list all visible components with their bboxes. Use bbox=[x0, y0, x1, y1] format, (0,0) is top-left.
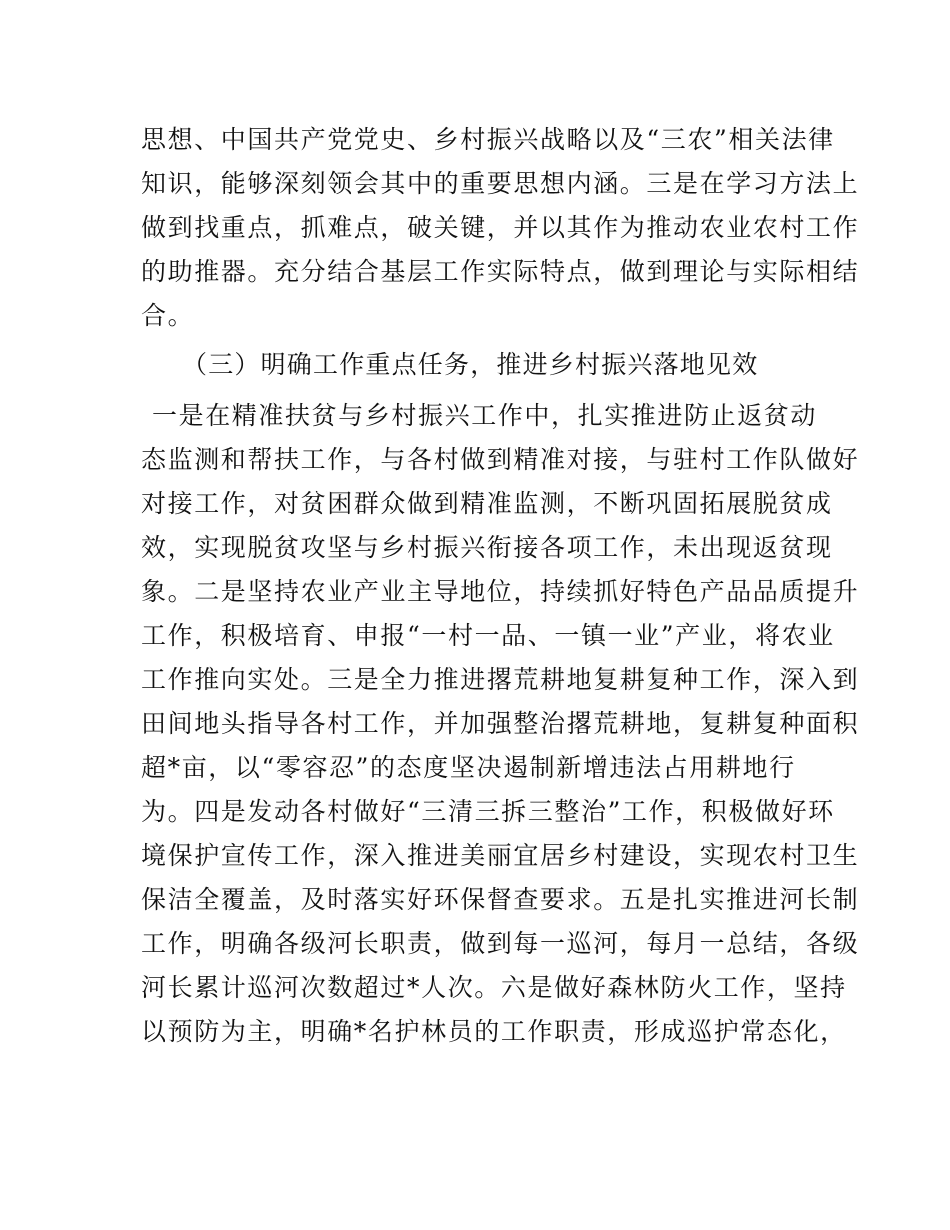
paragraph-2-line-12: 保洁全覆盖，及时落实好环保督查要求。五是扎实推进河长制 bbox=[141, 885, 860, 914]
paragraph-2-line-1: 一是在精准扶贫与乡村振兴工作中，扎实推进防止返贫动 bbox=[152, 401, 818, 430]
paragraph-2-line-8: 田间地头指导各村工作，并加强整治撂荒耕地，复耕复种面积 bbox=[141, 709, 860, 738]
paragraph-1-line-5: 合。 bbox=[141, 301, 195, 330]
paragraph-2-line-3: 对接工作，对贫困群众做到精准监测，不断巩固拓展脱贫成 bbox=[141, 489, 833, 518]
paragraph-2-line-13: 工作，明确各级河长职责，做到每一巡河，每月一总结，各级 bbox=[141, 929, 860, 958]
paragraph-2-line-10: 为。四是发动各村做好“三清三拆三整治”工作，积极做好环 bbox=[141, 797, 835, 826]
paragraph-2-line-5: 象。二是坚持农业产业主导地位，持续抓好特色产品品质提升 bbox=[141, 577, 860, 606]
section-heading: （三）明确工作重点任务，推进乡村振兴落地见效 bbox=[182, 350, 759, 379]
paragraph-1-line-4: 的助推器。充分结合基层工作实际特点，做到理论与实际相结 bbox=[141, 257, 860, 286]
paragraph-2-line-4: 效，实现脱贫攻坚与乡村振兴衔接各项工作，未出现返贫现 bbox=[141, 533, 833, 562]
paragraph-1-line-3: 做到找重点，抓难点，破关键，并以其作为推动农业农村工作 bbox=[141, 213, 860, 242]
paragraph-2-line-2: 态监测和帮扶工作，与各村做到精准对接，与驻村工作队做好 bbox=[141, 445, 860, 474]
paragraph-1-line-2: 知识，能够深刻领会其中的重要思想内涵。三是在学习方法上 bbox=[141, 169, 860, 198]
paragraph-2-line-7: 工作推向实处。三是全力推进撂荒耕地复耕复种工作，深入到 bbox=[141, 665, 860, 694]
paragraph-2-line-14: 河长累计巡河次数超过*人次。六是做好森林防火工作，坚持 bbox=[141, 973, 847, 1002]
paragraph-2-line-11: 境保护宣传工作，深入推进美丽宜居乡村建设，实现农村卫生 bbox=[141, 841, 860, 870]
paragraph-2-line-6: 工作，积极培育、申报“一村一品、一镇一业”产业，将农业 bbox=[141, 621, 835, 650]
paragraph-1-line-1: 思想、中国共产党党史、乡村振兴战略以及“三农”相关法律 bbox=[141, 125, 835, 154]
paragraph-2-line-15: 以预防为主，明确*名护林员的工作职责，形成巡护常态化， bbox=[141, 1017, 847, 1046]
paragraph-2-line-9: 超*亩，以“零容忍”的态度坚决遏制新增违法占用耕地行 bbox=[141, 753, 796, 782]
